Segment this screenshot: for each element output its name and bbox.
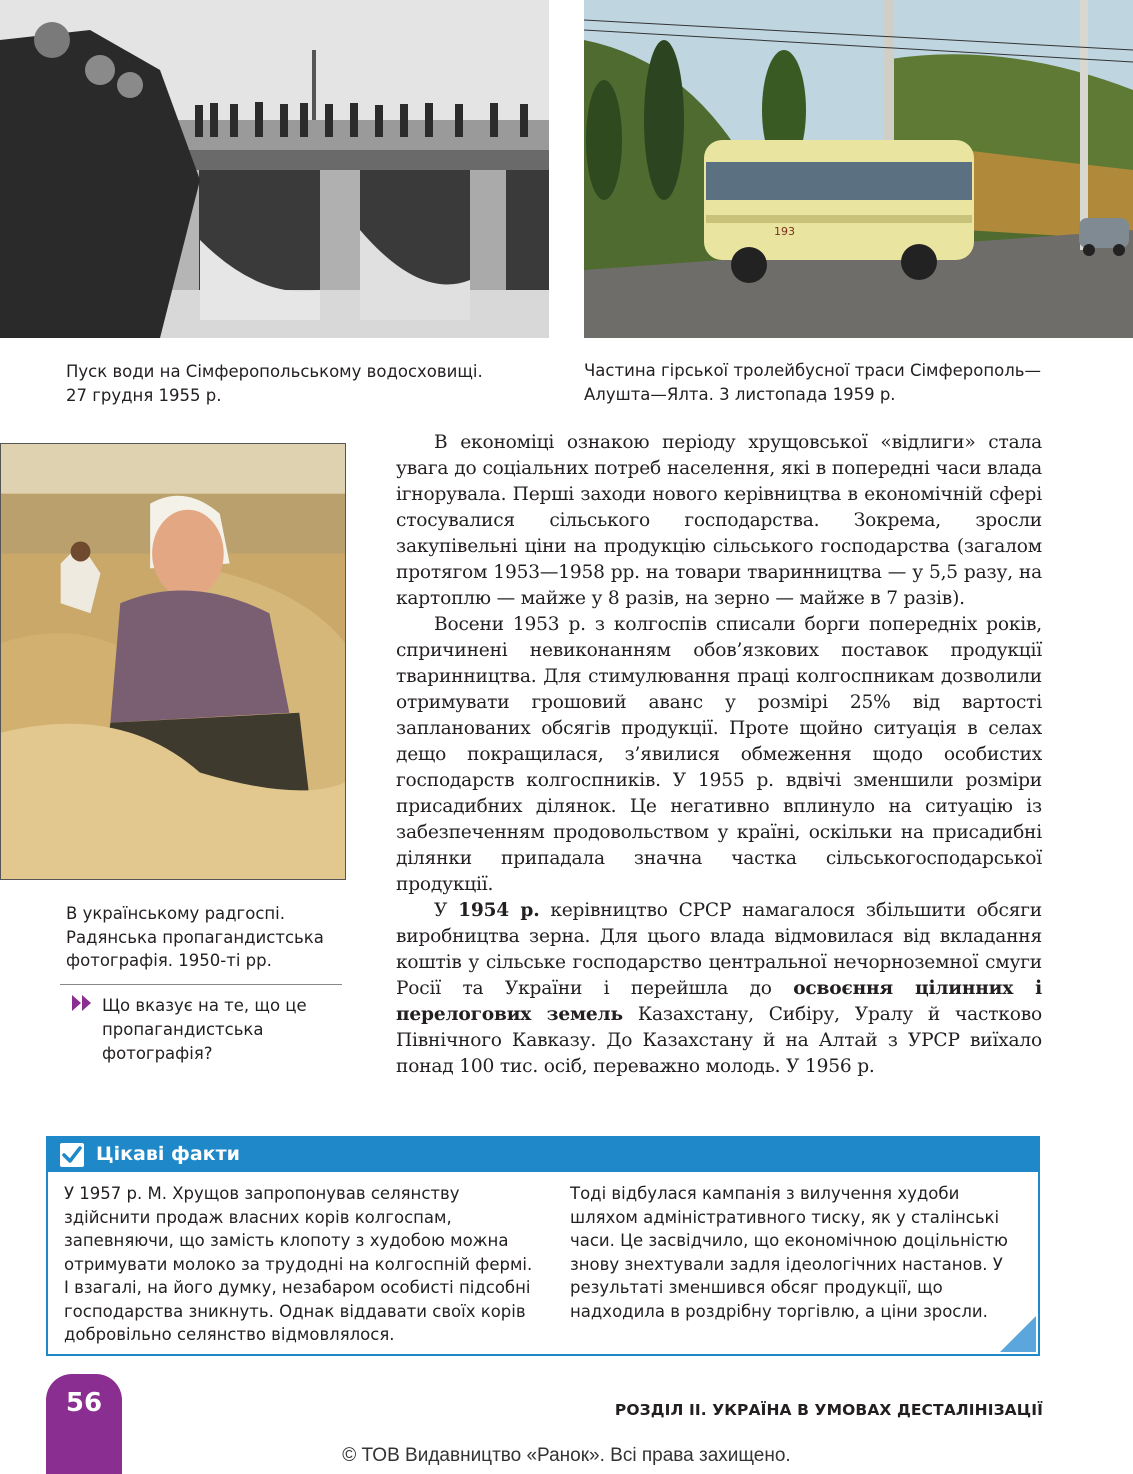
trolleybus-photo bbox=[584, 0, 1133, 338]
page-corner-icon bbox=[1000, 1316, 1036, 1352]
page-number: 56 bbox=[65, 1388, 103, 1418]
checkmark-icon bbox=[60, 1143, 84, 1167]
facts-right-column: Тоді відбулася кампанія з вилучення худоби шляхом адміністративного тиску, як у сталінські часи. Це засвідчило, що економічною доцільністю знову знехтували задля ідеологічних настанов. У результаті зменшився обсяг продукції, що надходила в роздрібну торгівлю, а ціни зросли. bbox=[570, 1184, 1008, 1321]
main-text bbox=[396, 430, 1042, 1080]
paragraph-3-part2: Казахстану, Сибіру, Уралу й частково Північного Кавказу. До Казахстану й на Алтай з УРСР виїхало понад 100 тис. осіб, переважно молодь. У 1956 р. bbox=[396, 1004, 1042, 1077]
interesting-facts-box bbox=[46, 1136, 1040, 1356]
question-text: Що вказує на те, що це пропагандистська фотографія? bbox=[102, 996, 307, 1063]
paragraph-2: Восени 1953 р. з колгоспів списали борги попередніх років, спричинені невиконанням обов’язкових поставок продукції тваринництва. Для стимулювання праці колгоспникам дозволили отримувати грошовий аванс у розмірі 25% від вартості запланованих обсягів продукції. Проте щойно ситуація в селах дещо покращилася, з’явилися обмеження щодо особистих господарств колгоспників. У 1955 р. вдвічі зменшили розміри присадибних ділянок. Це негативно вплинуло на ситуацію із забезпеченням продовольством у країні, оскільки на присадибні ділянки припадала значна частка сільськогосподарської продукції. bbox=[396, 614, 1042, 895]
paragraph-1: В економіці ознакою періоду хрущовської «відлиги» стала увага до соціальних потреб населення, які в попередні часи влада ігнорувала. Перші заходи нового керівництва в економічній сфері стосувалися сільського господарства. Зокрема, зросли закупівельні ціни на продукцію сільського господарства (загалом протягом 1953—1958 рр. на товари тваринництва — у 5,5 разу, на картоплю — майже у 8 разів, на зерно — майже в 7 разів). bbox=[396, 432, 1042, 609]
farm-photo bbox=[0, 443, 346, 880]
virgin-lands-term: освоєння цілинних і перелогових земель bbox=[396, 978, 1043, 1025]
question-divider bbox=[60, 984, 342, 985]
farm-caption: В українському радгоспі. Радянська пропагандистська фотографія. 1950-ті рр. bbox=[66, 904, 324, 970]
paragraph-3-part1: керівництво СРСР намагалося збільшити обсяги виробництва зерна. Для цього влада відмовилася від вкладання коштів у сільське господарство центральної нечорноземної смуги Росії та України і перейшла до bbox=[396, 900, 1042, 999]
facts-title: Цікаві факти bbox=[96, 1143, 240, 1165]
paragraph-3-lead: У bbox=[434, 900, 448, 921]
paragraph-3 bbox=[396, 898, 1042, 1080]
facts-left-column: У 1957 р. М. Хрущов запропонував селянству здійснити продаж власних корів колгоспам, запевняючи, що замість клопоту з худобою можна отримувати молоко за трудодні на колгоспній фермі. І взагалі, на його думку, незабаром особисті підсобні господарства зникнуть. Однак віддавати своїх корів добровільно селянство відмовлялося. bbox=[64, 1184, 533, 1344]
copyright-notice: © ТОВ Видавництво «Ранок». Всі права захищено. bbox=[342, 1445, 791, 1466]
paragraph-3-year: 1954 р. bbox=[458, 900, 540, 921]
double-arrow-icon bbox=[72, 995, 94, 1011]
trolleybus-number: 193 bbox=[774, 225, 795, 238]
section-title: РОЗДІЛ ІІ. УКРАЇНА В УМОВАХ ДЕСТАЛІНІЗАЦІЇ bbox=[614, 1401, 1043, 1419]
reservoir-caption: Пуск води на Сімферопольському водосховищі. 27 грудня 1955 р. bbox=[66, 362, 483, 405]
trolleybus-caption: Частина гірської тролейбусної траси Сімферополь—Алушта—Ялта. 3 листопада 1959 р. bbox=[584, 361, 1041, 404]
reservoir-photo bbox=[0, 0, 549, 338]
facts-header bbox=[48, 1138, 1038, 1172]
